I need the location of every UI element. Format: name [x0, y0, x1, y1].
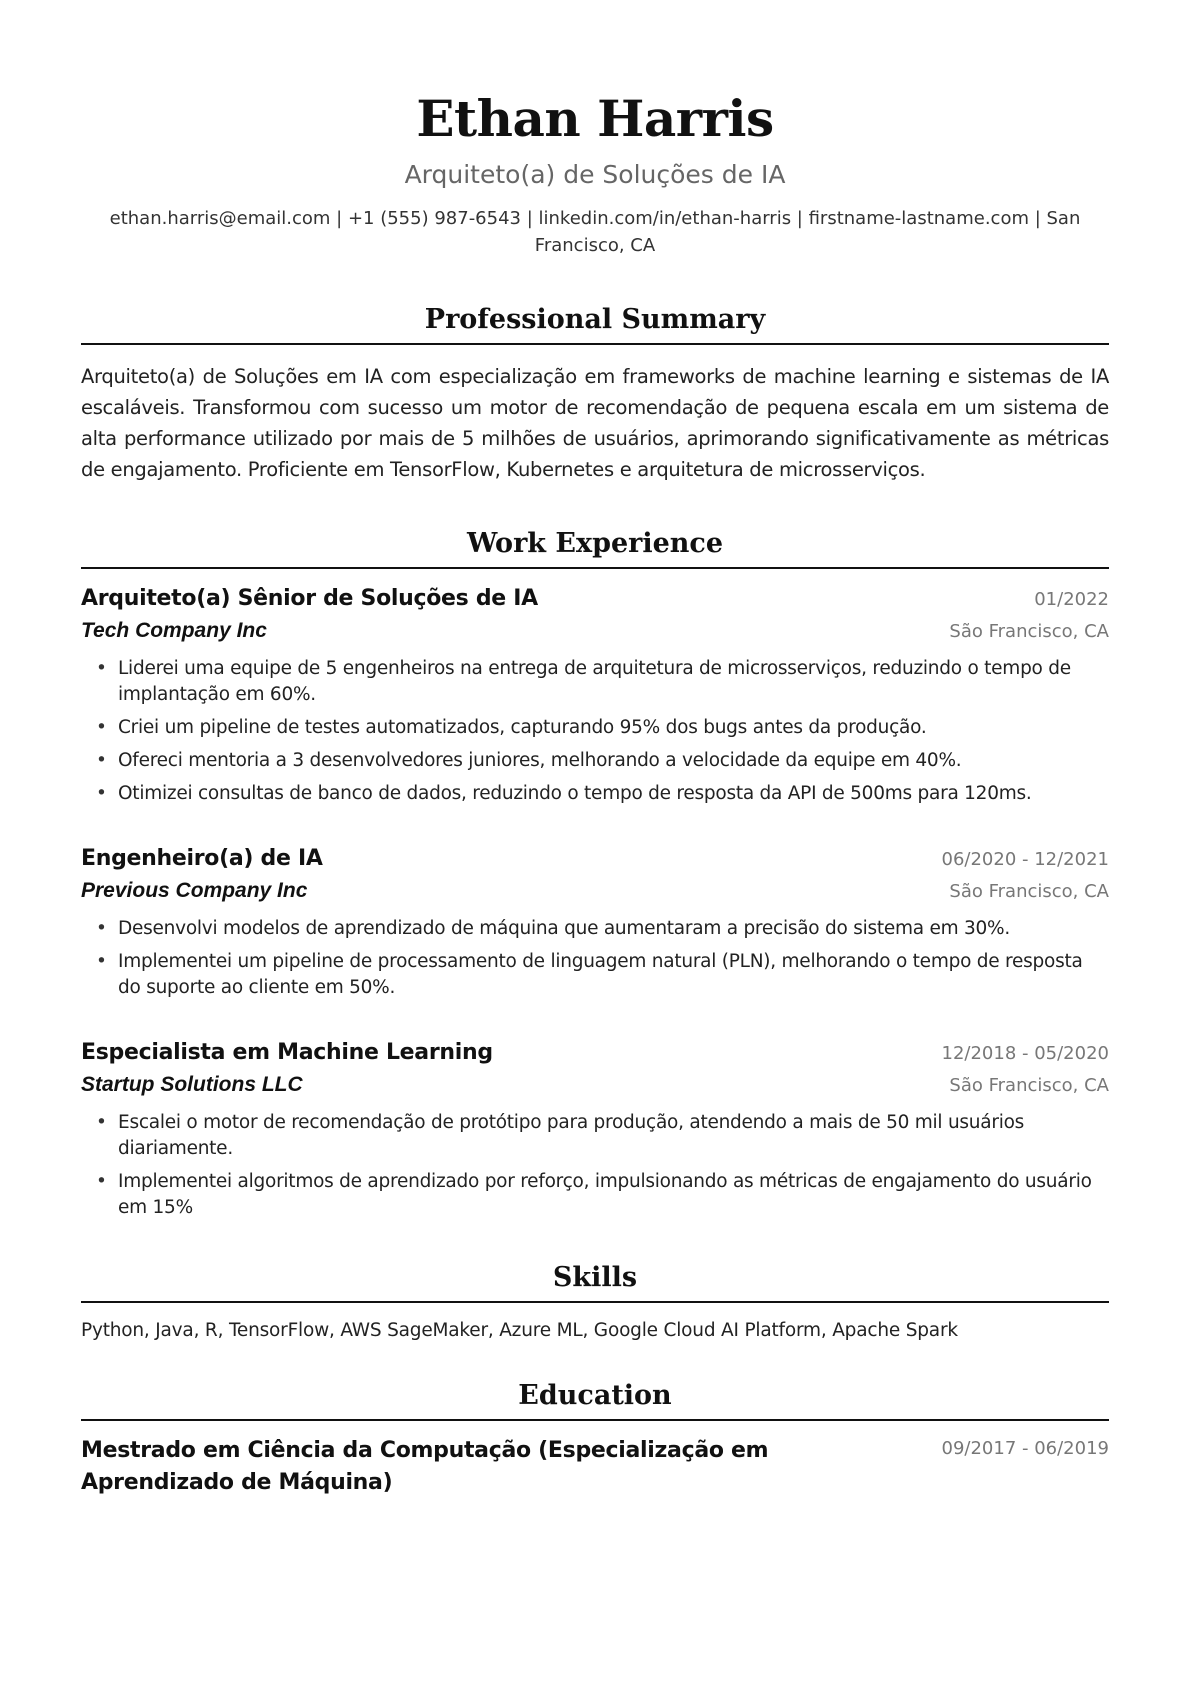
work-experience-section: [81, 527, 1109, 1221]
job-location: São Francisco, CA: [949, 1075, 1109, 1096]
summary-text: Arquiteto(a) de Soluções em IA com especialização em frameworks de machine learning e sistemas de IA escaláveis. Transformou com sucesso um motor de recomendação de pequena escala em um sistema de alta performance utilizado por mais de 5 milhões de usuários, aprimorando significativamente as métricas de engajamento. Proficiente em TensorFlow, Kubernetes e arquitetura de microsserviços.: [81, 365, 1109, 481]
education-date: 09/2017 - 06/2019: [941, 1438, 1109, 1459]
job-entry: [81, 583, 1109, 807]
job-location: São Francisco, CA: [949, 881, 1109, 902]
job-date: 12/2018 - 05/2020: [941, 1043, 1109, 1064]
job-title: Especialista em Machine Learning: [81, 1040, 493, 1065]
candidate-role: Arquiteto(a) de Soluções de IA: [404, 160, 786, 189]
job-bullet: • Desenvolvi modelos de aprendizado de máquina que aumentaram a precisão do sistema em 30%.: [118, 916, 1109, 942]
candidate-name: Ethan Harris: [416, 89, 774, 148]
summary-section: [81, 303, 1109, 485]
job-date: 01/2022: [1034, 589, 1109, 610]
job-entry: [81, 843, 1109, 1001]
section-title-education: Education: [81, 1379, 1109, 1421]
job-bullets: [81, 656, 1109, 807]
company-name: Startup Solutions LLC: [81, 1073, 303, 1096]
job-bullet: • Implementei um pipeline de processamento de linguagem natural (PLN), melhorando o tempo de resposta do suporte ao cliente em 50%.: [118, 949, 1109, 1001]
contact-line: ethan.harris@email.com | +1 (555) 987-6543 | linkedin.com/in/ethan-harris | firstname-lastname.com | San Francisco, CA: [109, 208, 1081, 256]
job-bullet: • Criei um pipeline de testes automatizados, capturando 95% dos bugs antes da produção.: [118, 715, 1109, 741]
section-title-summary: Professional Summary: [81, 303, 1109, 345]
degree-title: Mestrado em Ciência da Computação (Especialização em Aprendizado de Máquina): [81, 1438, 769, 1495]
section-title-skills: Skills: [81, 1261, 1109, 1303]
job-date: 06/2020 - 12/2021: [941, 849, 1109, 870]
company-name: Previous Company Inc: [81, 879, 308, 902]
job-bullet: • Escalei o motor de recomendação de protótipo para produção, atendendo a mais de 50 mil usuários diariamente.: [118, 1110, 1109, 1162]
job-entry: [81, 1037, 1109, 1221]
job-location: São Francisco, CA: [949, 621, 1109, 642]
job-bullets: [81, 916, 1109, 1001]
job-bullet: • Ofereci mentoria a 3 desenvolvedores juniores, melhorando a velocidade da equipe em 40%.: [118, 748, 1109, 774]
job-title: Engenheiro(a) de IA: [81, 846, 323, 871]
skills-text: Python, Java, R, TensorFlow, AWS SageMaker, Azure ML, Google Cloud AI Platform, Apache Spark: [81, 1320, 958, 1341]
job-bullet: • Liderei uma equipe de 5 engenheiros na entrega de arquitetura de microsserviços, reduzindo o tempo de implantação em 60%.: [118, 656, 1109, 708]
education-section: [81, 1379, 1109, 1499]
skills-section: [81, 1261, 1109, 1345]
section-title-work: Work Experience: [81, 527, 1109, 569]
job-bullet: • Implementei algoritmos de aprendizado por reforço, impulsionando as métricas de engajamento do usuário em 15%: [118, 1169, 1109, 1221]
job-title: Arquiteto(a) Sênior de Soluções de IA: [81, 586, 538, 611]
company-name: Tech Company Inc: [81, 619, 267, 642]
job-bullet: • Otimizei consultas de banco de dados, reduzindo o tempo de resposta da API de 500ms para 120ms.: [118, 781, 1109, 807]
job-bullets: [81, 1110, 1109, 1221]
